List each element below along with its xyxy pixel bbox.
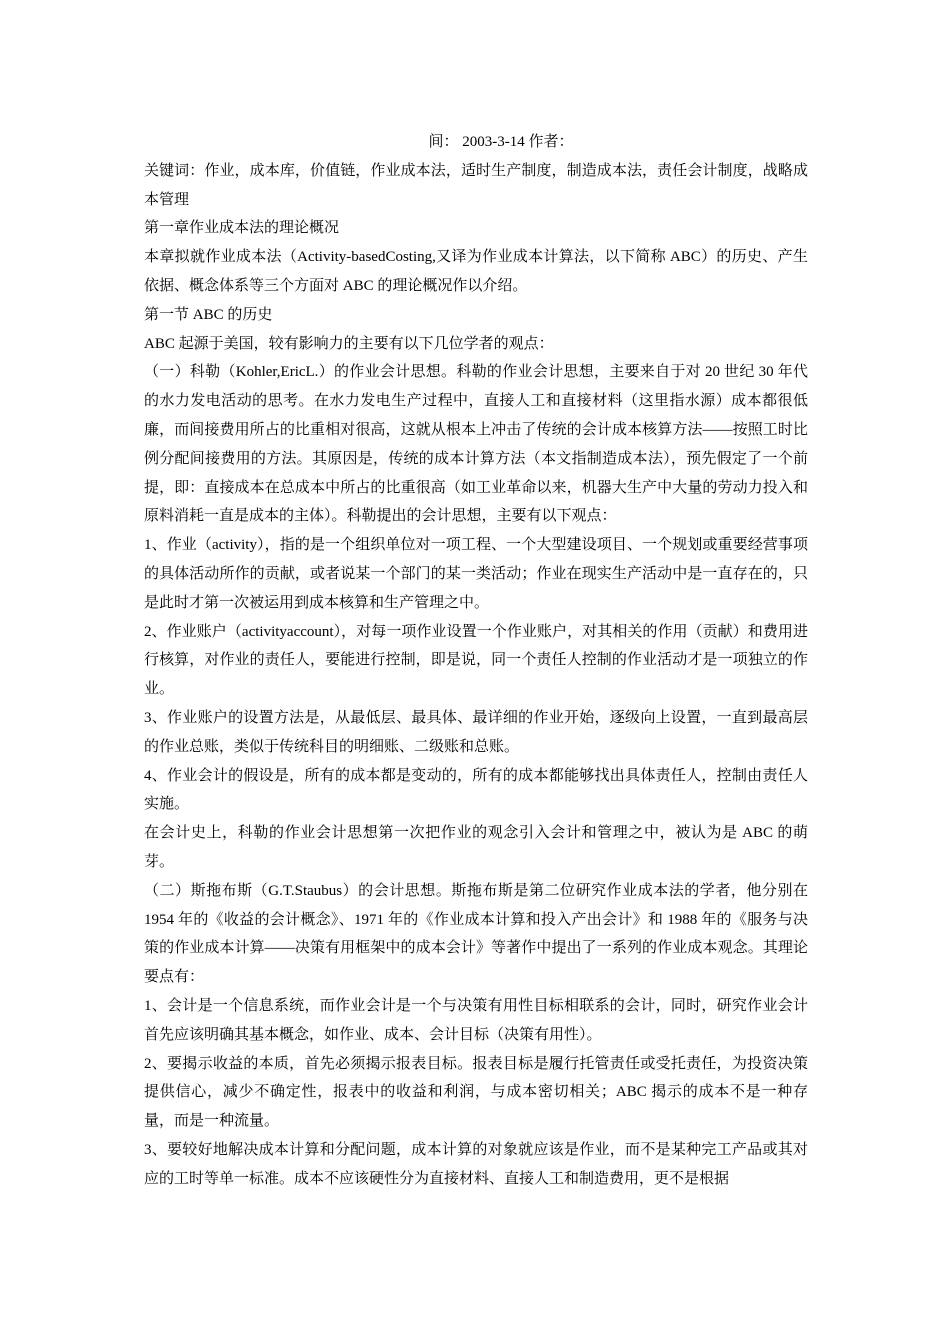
chapter-title: 第一章作业成本法的理论概况	[144, 220, 340, 237]
kohler-point-1: 1、作业（activity），指的是一个组织单位对一项工程、一个大型建设项目、一个规划或重要经营事项的具体活动所作的贡献，或者说某一个部门的某一类活动；作业在现实生产活动中是一直存在的，只是此时才第一次被运用到成本核算和生产管理之中。	[144, 537, 808, 611]
chapter-intro-paragraph: 本章拟就作业成本法（Activity-basedCosting,又译为作业成本计算法，以下简称 ABC）的历史、产生依据、概念体系等三个方面对 ABC 的理论概况作以介绍。	[144, 249, 808, 294]
kohler-conclusion-paragraph: 在会计史上，科勒的作业会计思想第一次把作业的观念引入会计和管理之中，被认为是 ABC 的萌芽。	[144, 825, 808, 870]
staubus-point-3: 3、要较好地解决成本计算和分配问题，成本计算的对象就应该是作业，而不是某种完工产品或其对应的工时等单一标准。成本不应该硬性分为直接材料、直接人工和制造费用，更不是根据	[144, 1141, 808, 1187]
kohler-point-4: 4、作业会计的假设是，所有的成本都是变动的，所有的成本都能够找出具体责任人，控制由责任人实施。	[144, 767, 808, 813]
kohler-point-2: 2、作业账户（activityaccount），对每一项作业设置一个作业账户，对其相关的作用（贡献）和费用进行核算，对作业的责任人，要能进行控制，即是说，同一个责任人控制的作业活动才是一项独立的作业。	[144, 623, 808, 698]
section-title: 第一节 ABC 的历史	[144, 306, 273, 323]
date-author-line: 间： 2003-3-14 作者：	[428, 134, 574, 150]
staubus-point-1: 1、会计是一个信息系统，而作业会计是一个与决策有用性目标相联系的会计，同时，研究作业会计首先应该明确其基本概念，如作业、成本、会计目标（决策有用性）。	[144, 997, 808, 1043]
staubus-point-2: 2、要揭示收益的本质，首先必须揭示报表目标。报表目标是履行托管责任或受托责任，为投资决策提供信心，减少不确定性，报表中的收益和利润，与成本密切相关；ABC 揭示的成本不是一种存量，而是一种流量。	[144, 1055, 808, 1130]
keywords-paragraph: 关键词：作业，成本库，价值链，作业成本法，适时生产制度，制造成本法，责任会计制度，战略成本管理	[144, 162, 808, 208]
section-intro-paragraph: ABC 起源于美国，较有影响力的主要有以下几位学者的观点：	[144, 335, 554, 352]
document-body	[144, 128, 808, 1193]
staubus-intro-paragraph: （二）斯拖布斯（G.T.Staubus）的会计思想。斯拖布斯是第二位研究作业成本法的学者，他分别在 1954 年的《收益的会计概念》、1971 年的《作业成本计算和投入产出会计》和 1988 年的《服务与决策的作业成本计算——决策有用框架中的成本会计》等著作中提出了一系列的作业成本观念。其理论要点有：	[144, 882, 808, 986]
kohler-intro-paragraph: （一）科勒（Kohler,EricL.）的作业会计思想。科勒的作业会计思想，主要来自于对 20 世纪 30 年代的水力发电活动的思考。在水力发电生产过程中，直接人工和直接材料（这里指水源）成本都很低廉，而间接费用所占的比重相对很高，这就从根本上冲击了传统的会计成本核算方法——按照工时比例分配间接费用的方法。其原因是，传统的成本计算方法（本文指制造成本法），预先假定了一个前提，即：直接成本在总成本中所占的比重很高（如工业革命以来，机器大生产中大量的劳动力投入和原料消耗一直是成本的主体）。科勒提出的会计思想，主要有以下观点：	[144, 364, 808, 525]
kohler-point-3: 3、作业账户的设置方法是，从最低层、最具体、最详细的作业开始，逐级向上设置，一直到最高层的作业总账，类似于传统科目的明细账、二级账和总账。	[144, 709, 808, 755]
